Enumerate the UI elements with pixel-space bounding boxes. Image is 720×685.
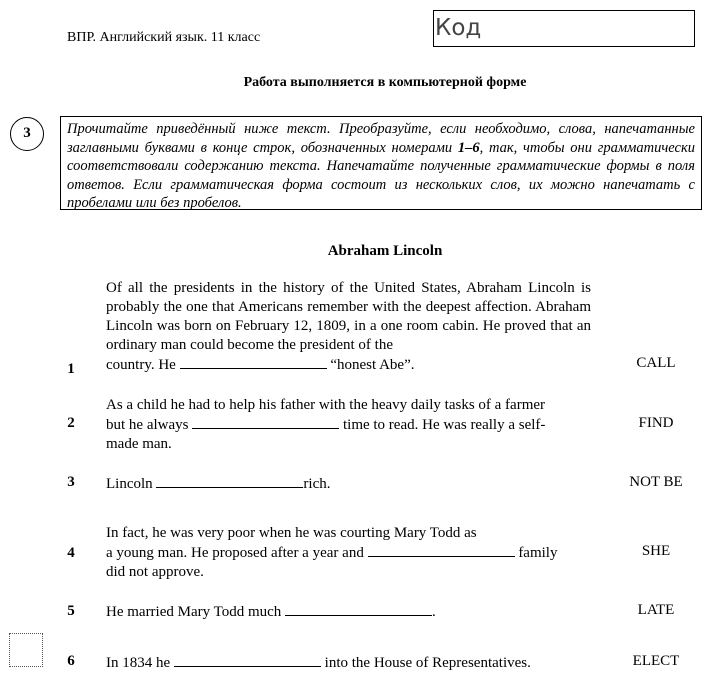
item-2-after-text: made man. — [106, 436, 172, 452]
item-1-gap-line — [106, 355, 591, 375]
item-2-suffix: time to read. He was really a self- — [339, 417, 546, 433]
item-5-keyword: LATE — [637, 602, 675, 618]
item-4-paragraph — [106, 524, 591, 582]
task-number-badge: 3 — [10, 117, 44, 151]
item-2-number: 2 — [67, 415, 75, 431]
instruction-text-1: Прочитайте приведённый ниже текст. Преобразуйте, если необходимо, слова, напечатанные заглавными буквами в конце строк, обозначенных номерами — [67, 121, 695, 156]
item-5-prefix: He married Mary Todd much — [106, 604, 286, 620]
item-2-keyword: FIND — [638, 415, 674, 431]
item-5-number: 5 — [67, 603, 75, 619]
item-6-keyword: ELECT — [632, 653, 680, 669]
item-5-suffix: . — [432, 604, 436, 620]
code-field[interactable]: Код — [433, 10, 695, 47]
answer-checkbox[interactable] — [9, 633, 43, 667]
item-3-keyword: NOT BE — [629, 474, 683, 490]
item-2-lead-text: As a child he had to help his father with the heavy daily tasks of a farmer — [106, 397, 546, 413]
item-4-prefix: a young man. He proposed after a year and — [106, 545, 368, 561]
item-1-suffix: “honest Abe”. — [326, 357, 415, 373]
item-1-answer-blank[interactable] — [180, 355, 327, 369]
item-4-after-text: did not approve. — [106, 564, 204, 580]
item-3-answer-blank[interactable] — [156, 474, 303, 488]
page-subtitle: Работа выполняется в компьютерной форме — [243, 75, 527, 90]
item-6-answer-blank[interactable] — [174, 653, 321, 667]
item-1-prefix: country. He — [106, 357, 180, 373]
item-5-answer-blank[interactable] — [285, 602, 432, 616]
item-3-paragraph — [106, 474, 591, 494]
item-1-paragraph — [106, 279, 591, 375]
item-1-number: 1 — [67, 361, 75, 377]
item-6-number: 6 — [67, 653, 75, 669]
item-3-suffix: rich. — [303, 476, 331, 492]
item-1-keyword: CALL — [636, 355, 676, 371]
item-2-prefix: but he always — [106, 417, 193, 433]
item-4-suffix: family — [514, 545, 558, 561]
instruction-range: 1–6 — [457, 139, 480, 156]
item-4-lead-text: In fact, he was very poor when he was courting Mary Todd as — [106, 525, 477, 541]
item-3-number: 3 — [67, 474, 75, 490]
item-6-paragraph — [106, 653, 591, 673]
item-3-prefix: Lincoln — [106, 476, 157, 492]
item-6-suffix: into the House of Representatives. — [320, 655, 531, 671]
item-2-answer-blank[interactable] — [192, 415, 339, 429]
item-4-keyword: SHE — [641, 543, 671, 559]
item-6-prefix: In 1834 he — [106, 655, 174, 671]
item-5-paragraph — [106, 602, 591, 622]
instruction-box — [60, 116, 702, 210]
text-title: Abraham Lincoln — [327, 243, 443, 259]
header-title: ВПР. Английский язык. 11 класс — [67, 30, 261, 45]
instruction-text-2: , так, чтобы они грамматически соответствовали содержанию текста. Напечатайте полученные грамматические формы в поля ответов. Если грамматическая форма состоит из нескольких слов, их можно напечатать с пробелами или без пробелов. — [67, 139, 696, 211]
item-4-answer-blank[interactable] — [368, 543, 515, 557]
item-1-lead-text: Of all the presidents in the history of the United States, Abraham Lincoln is probably the one that Americans remember with the deepest affection. Abraham Lincoln was born on February 12, 1809, in a one room cabin. He proved that an ordinary man could become the president of the — [106, 280, 591, 353]
item-4-number: 4 — [67, 545, 75, 561]
item-2-paragraph — [106, 396, 591, 454]
